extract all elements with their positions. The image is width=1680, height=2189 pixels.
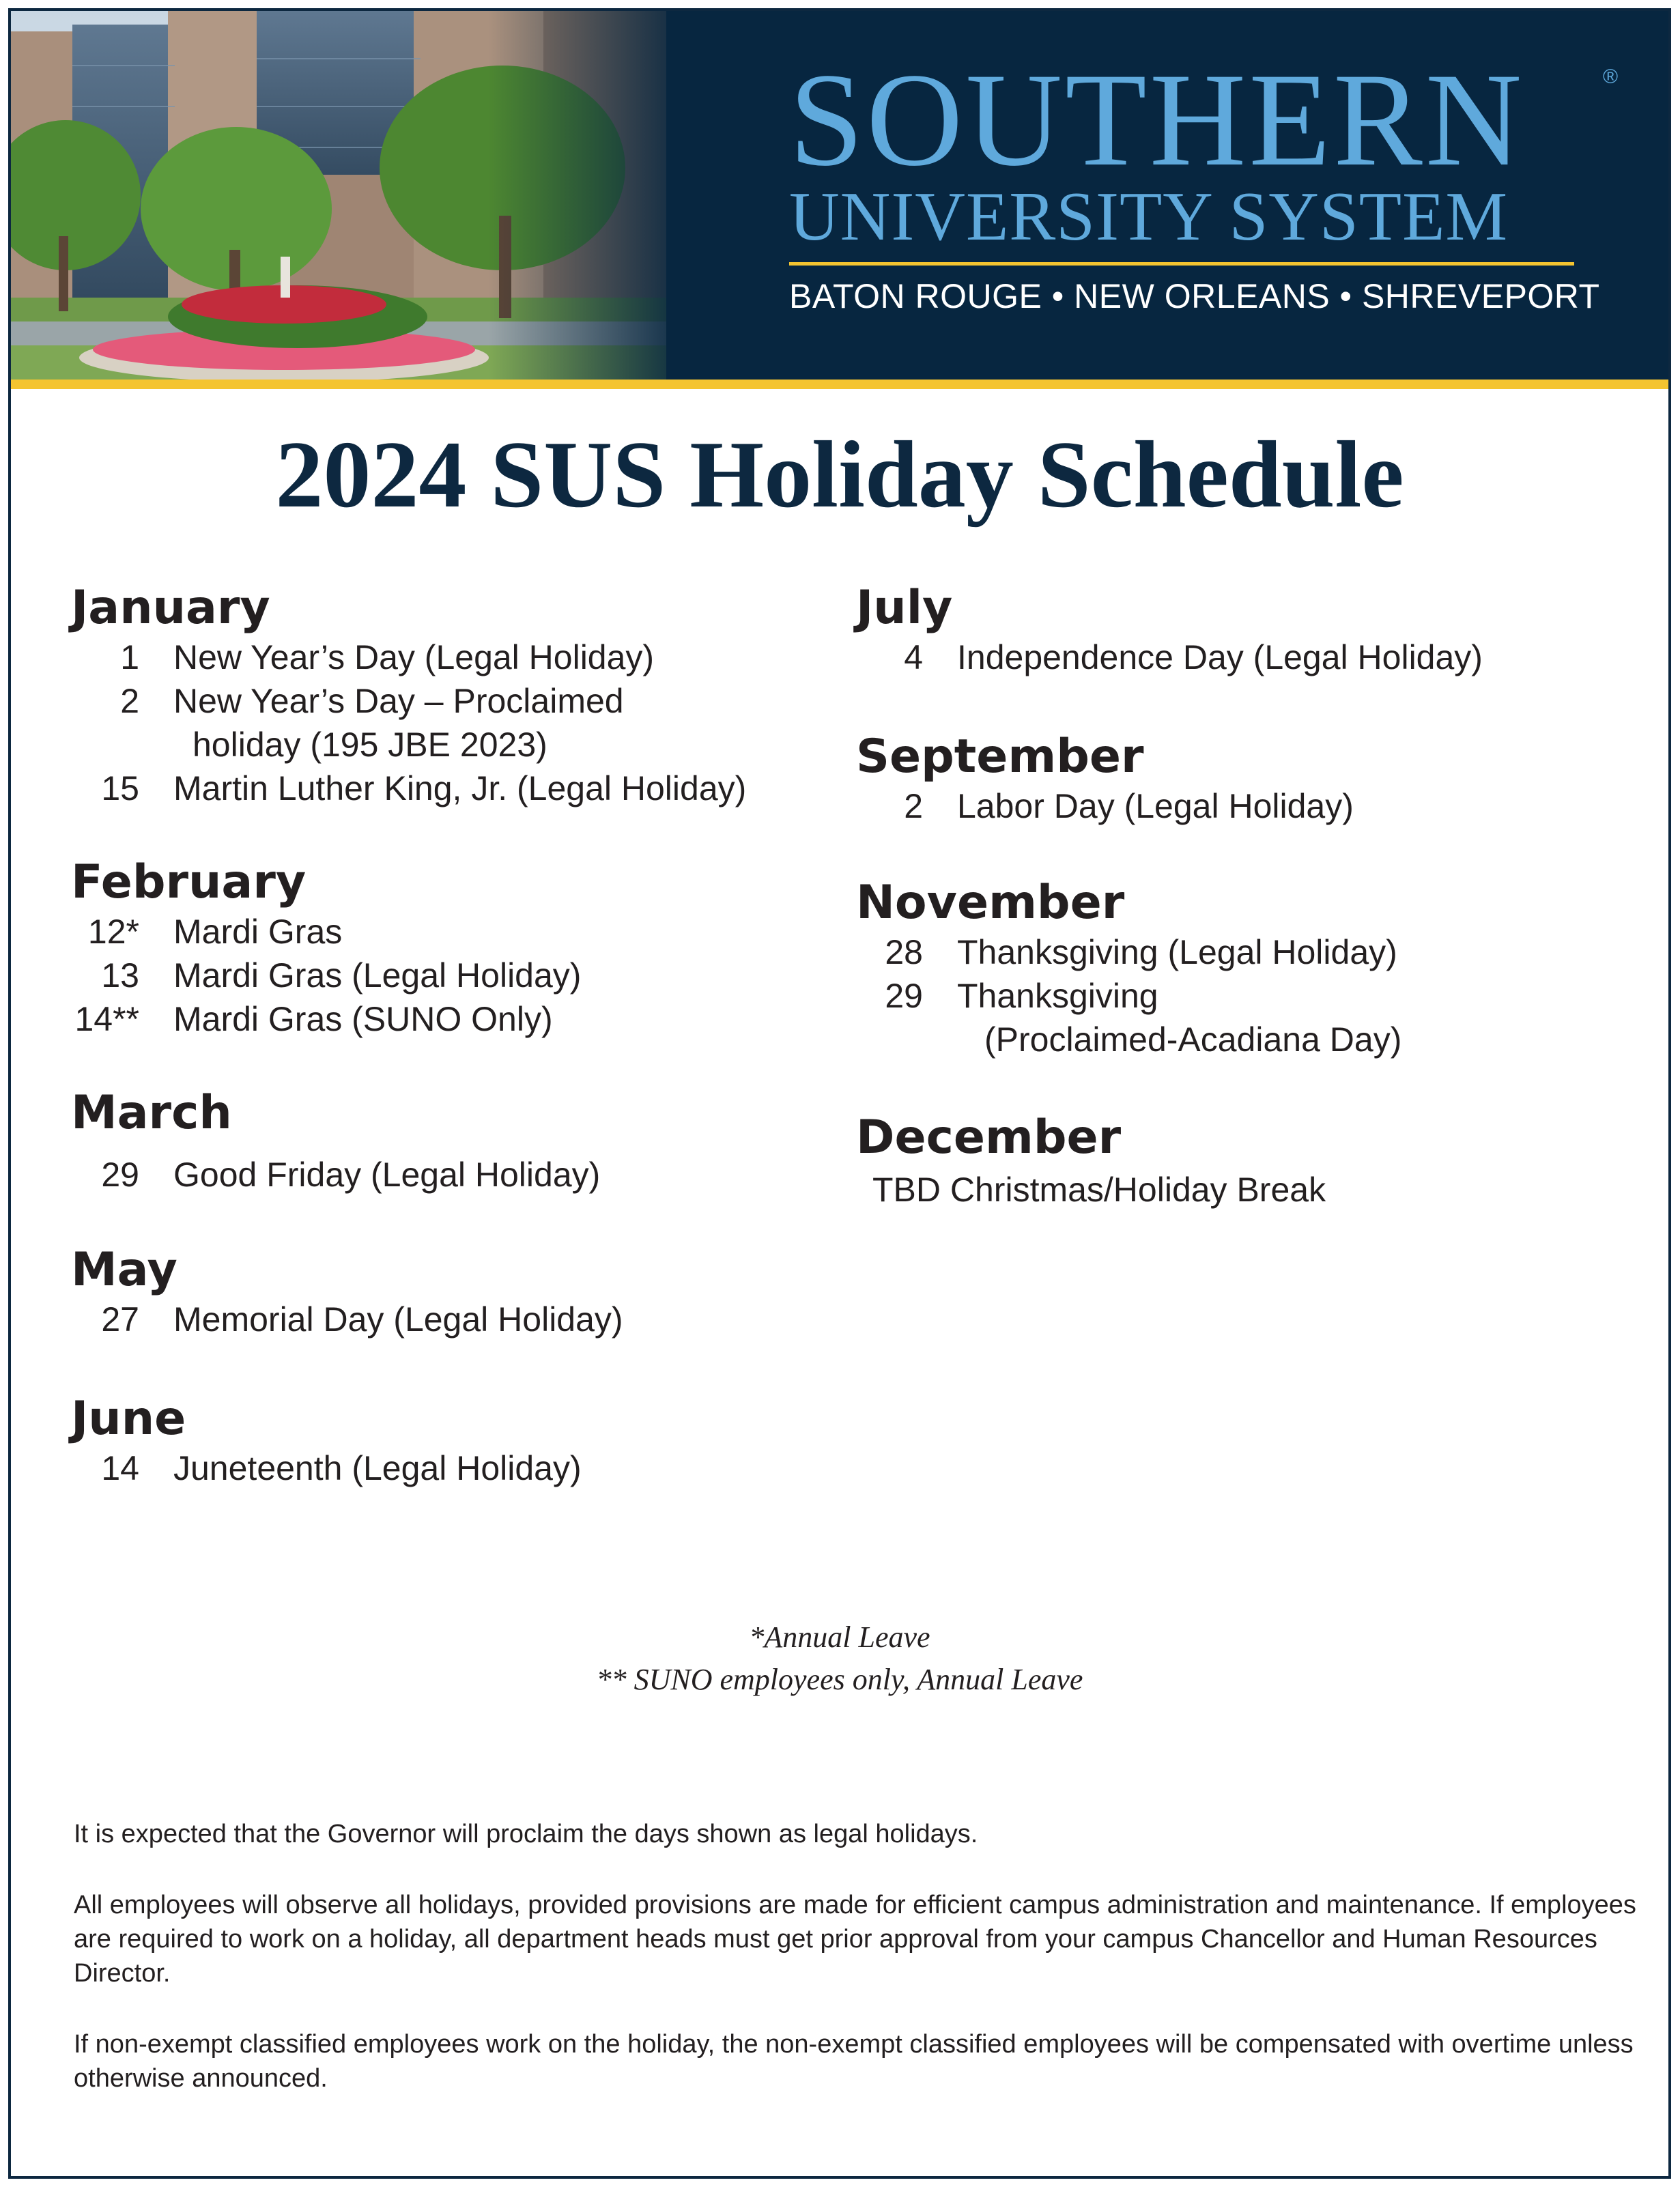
month-name: March	[71, 1086, 232, 1140]
holiday-desc: Good Friday (Legal Holiday)	[173, 1156, 601, 1194]
holiday-entry	[71, 1446, 856, 1490]
holiday-day: 29	[101, 1156, 139, 1194]
month-name: May	[71, 1243, 177, 1297]
right-column	[856, 581, 1641, 1259]
holiday-entry	[71, 679, 856, 767]
holiday-desc: Mardi Gras	[173, 913, 343, 951]
page-title: 2024 SUS Holiday Schedule	[275, 422, 1404, 528]
footnote-annual-leave: *Annual Leave	[749, 1620, 930, 1654]
holiday-entry	[71, 954, 856, 997]
holiday-desc: Mardi Gras (SUNO Only)	[173, 1000, 553, 1038]
month-december	[856, 1111, 1641, 1212]
month-september	[856, 730, 1641, 828]
note-observance: All employees will observe all holidays, provided provisions are made for efficient campus administration and maintenance. If employees are required to work on a holiday, all department heads must get prior approval from your campus Chancellor and Human Resources Director.	[74, 1891, 1636, 1988]
holiday-entry	[856, 974, 1641, 1061]
holiday-day: 12*	[87, 913, 139, 951]
note-overtime: If non-exempt classified employees work on the holiday, the non-exempt classified employees will be compensated with overtime unless otherwise announced.	[74, 2030, 1634, 2093]
holiday-entry	[856, 635, 1641, 679]
left-column	[71, 581, 856, 1538]
header-gold-bar	[11, 380, 1668, 389]
holiday-day: 29	[885, 977, 923, 1015]
holiday-entry	[71, 1298, 856, 1341]
month-february	[71, 855, 856, 1041]
holiday-entry	[71, 997, 856, 1041]
holiday-desc: New Year’s Day (Legal Holiday)	[173, 638, 655, 676]
month-january	[71, 581, 856, 810]
month-name: December	[856, 1111, 1122, 1164]
holiday-entry	[71, 767, 856, 810]
holiday-desc: Labor Day (Legal Holiday)	[957, 787, 1354, 825]
month-june	[71, 1392, 856, 1490]
holiday-day: 2	[120, 682, 139, 720]
southern-logo	[789, 46, 1619, 316]
holiday-entry	[71, 910, 856, 954]
holiday-desc	[173, 679, 856, 767]
holiday-desc-sub: holiday (195 JBE 2023)	[193, 726, 547, 764]
holiday-desc: Thanksgiving (Legal Holiday)	[957, 933, 1397, 971]
month-may	[71, 1243, 856, 1341]
holiday-desc: Juneteenth (Legal Holiday)	[173, 1449, 582, 1487]
holiday-day: 13	[101, 956, 139, 995]
holiday-day: 27	[101, 1300, 139, 1339]
holiday-entry	[71, 1153, 856, 1197]
logo-wordmark: SOUTHERN	[789, 46, 1525, 194]
photo-fade	[489, 11, 666, 380]
month-name: June	[71, 1392, 186, 1446]
month-name: January	[71, 581, 270, 635]
holiday-day: 28	[885, 933, 923, 971]
month-name: February	[71, 855, 307, 909]
month-july	[856, 581, 1641, 679]
campus-photo	[11, 11, 666, 380]
note-governor: It is expected that the Governor will proclaim the days shown as legal holidays.	[74, 1820, 978, 1848]
footnote-suno: ** SUNO employees only, Annual Leave	[596, 1663, 1083, 1696]
holiday-day: 15	[101, 769, 139, 807]
holiday-entry	[856, 930, 1641, 974]
page-frame	[8, 8, 1671, 2179]
holiday-day: 14	[101, 1449, 139, 1487]
month-name: July	[856, 581, 953, 635]
holiday-desc: Mardi Gras (Legal Holiday)	[173, 956, 582, 995]
holiday-day: 1	[120, 638, 139, 676]
holiday-desc-sub: (Proclaimed-Acadiana Day)	[984, 1020, 1402, 1059]
footnotes	[11, 1616, 1668, 1701]
holiday-tbd: TBD Christmas/Holiday Break	[872, 1171, 1326, 1209]
holiday-day: 14**	[74, 1000, 139, 1038]
holiday-desc-line: Thanksgiving	[957, 977, 1158, 1015]
holiday-day: 4	[904, 638, 923, 676]
header-banner	[11, 11, 1668, 380]
holiday-desc: Independence Day (Legal Holiday)	[957, 638, 1483, 676]
month-name: September	[856, 730, 1144, 784]
holiday-entry	[856, 784, 1641, 828]
holiday-desc: Martin Luther King, Jr. (Legal Holiday)	[173, 769, 747, 807]
month-march	[71, 1086, 856, 1197]
logo-gold-rule	[789, 262, 1574, 266]
holiday-desc	[957, 974, 1641, 1061]
logo-subtitle: UNIVERSITY SYSTEM	[789, 178, 1509, 255]
registered-mark: ®	[1603, 66, 1619, 88]
holiday-entry	[71, 635, 856, 679]
month-name: November	[856, 876, 1125, 930]
holiday-day: 2	[904, 787, 923, 825]
campus-list: BATON ROUGE • NEW ORLEANS • SHREVEPORT	[789, 277, 1600, 315]
holiday-desc: Memorial Day (Legal Holiday)	[173, 1300, 623, 1339]
month-november	[856, 876, 1641, 1061]
holiday-desc-line: New Year’s Day – Proclaimed	[173, 682, 624, 720]
policy-notes	[74, 1817, 1637, 2132]
